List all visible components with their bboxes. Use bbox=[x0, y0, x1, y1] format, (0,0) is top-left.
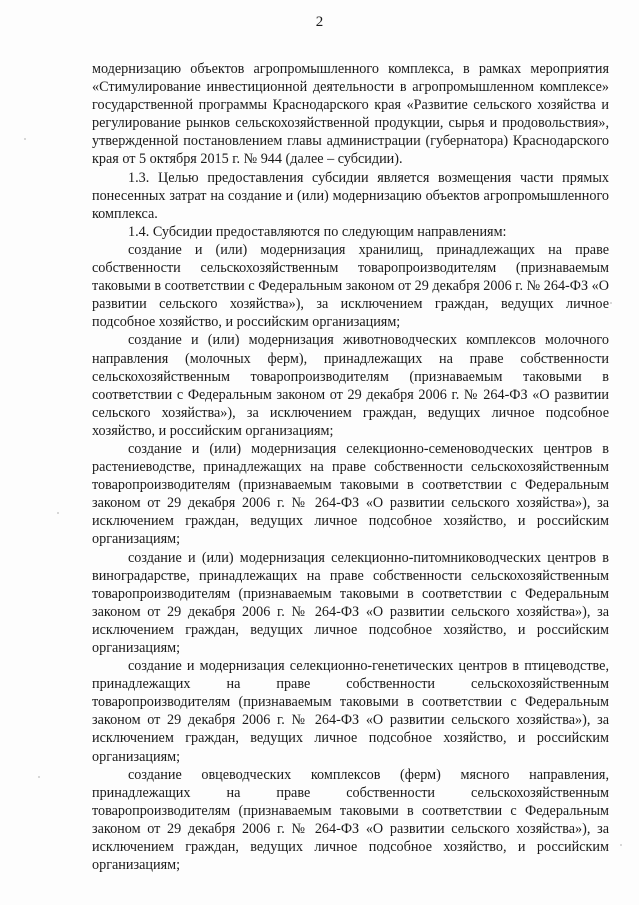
paragraph-poultry-genetic-centers: создание и модернизация селекционно-генетических центров в птицеводстве, принадлежащих на праве собственности сельскохозяйственным товаропроизводителям (признаваемым таковыми в соответствии с Федеральным законом от 29 декабря 2006 г. № 264-ФЗ «О развитии сельского хозяйства»), за исключением граждан, ведущих личное подсобное хозяйство, и российским организациям; bbox=[92, 658, 609, 765]
paragraph-storage-facilities: создание и (или) модернизация хранилищ, принадлежащих на праве собственности сельскохозяйственным товаропроизводителям (признаваемым таковыми в соответствии с Федеральным законом от 29 декабря 2006 г. № 264-ФЗ «О развитии сельского хозяйства»), за исключением граждан, ведущих личное подсобное хозяйство, и российским организациям; bbox=[92, 241, 609, 331]
paragraph-dairy-complexes: создание и (или) модернизация животноводческих комплексов молочного направления (молочных ферм), принадлежащих на праве собственности сельскохозяйственным товаропроизводителям (признаваемым таковыми в соответствии с Федеральным законом от 29 декабря 2006 г. № 264-ФЗ «О развитии сельского хозяйства»), за исключением граждан, ведущих личное подсобное хозяйство, и российским организациям; bbox=[92, 332, 609, 439]
scan-speck bbox=[610, 302, 612, 304]
paragraph-1-3-purpose: 1.3. Целью предоставления субсидии является возмещения части прямых понесенных затрат на создание и (или) модернизацию объектов агропромышленного комплекса. bbox=[92, 169, 609, 222]
paragraph-vine-nursery-centers: создание и (или) модернизация селекционно-питомниководческих центров в виноградарстве, принадлежащих на праве собственности сельскохозяйственным товаропроизводителям (признаваемым таковыми в соответствии с Федеральным законом от 29 декабря 2006 г. № 264-ФЗ «О развитии сельского хозяйства»), за исключением граждан, ведущих личное подсобное хозяйство, и российским организациям; bbox=[92, 549, 609, 656]
paragraph-1-4-directions: 1.4. Субсидии предоставляются по следующим направлениям: bbox=[128, 223, 507, 240]
paragraph-subsidy-intro: модернизацию объектов агропромышленного комплекса, в рамках мероприятия «Стимулирование инвестиционной деятельности в агропромышленном комплексе» государственной программы Краснодарского края «Развитие сельского хозяйства и регулирование рынков сельскохозяйственной продукции, сырья и продовольствия», утвержденной постановлением главы администрации (губернатора) Краснодарского края от 5 октября 2015 г. № 944 (далее – субсидии). bbox=[92, 61, 609, 168]
scan-speck bbox=[620, 844, 622, 846]
page-number: 2 bbox=[315, 14, 324, 30]
paragraph-sheep-complexes: создание овцеводческих комплексов (ферм) мясного направления, принадлежащих на праве собственности сельскохозяйственным товаропроизводителям (признаваемым таковыми в соответствии с Федеральным законом от 29 декабря 2006 г. № 264-ФЗ «О развитии сельского хозяйства»), за исключением граждан, ведущих личное подсобное хозяйство, и российским организациям; bbox=[92, 766, 609, 874]
scan-speck bbox=[38, 776, 40, 778]
document-body bbox=[92, 60, 609, 874]
scan-speck bbox=[57, 512, 59, 514]
scan-speck bbox=[24, 138, 26, 140]
paragraph-seed-breeding-centers: создание и (или) модернизация селекционно-семеноводческих центров в растениеводстве, принадлежащих на праве собственности сельскохозяйственным товаропроизводителям (признаваемым таковыми в соответствии с Федеральным законом от 29 декабря 2006 г. № 264-ФЗ «О развитии сельского хозяйства»), за исключением граждан, ведущих личное подсобное хозяйство, и российским организациям; bbox=[92, 440, 609, 548]
